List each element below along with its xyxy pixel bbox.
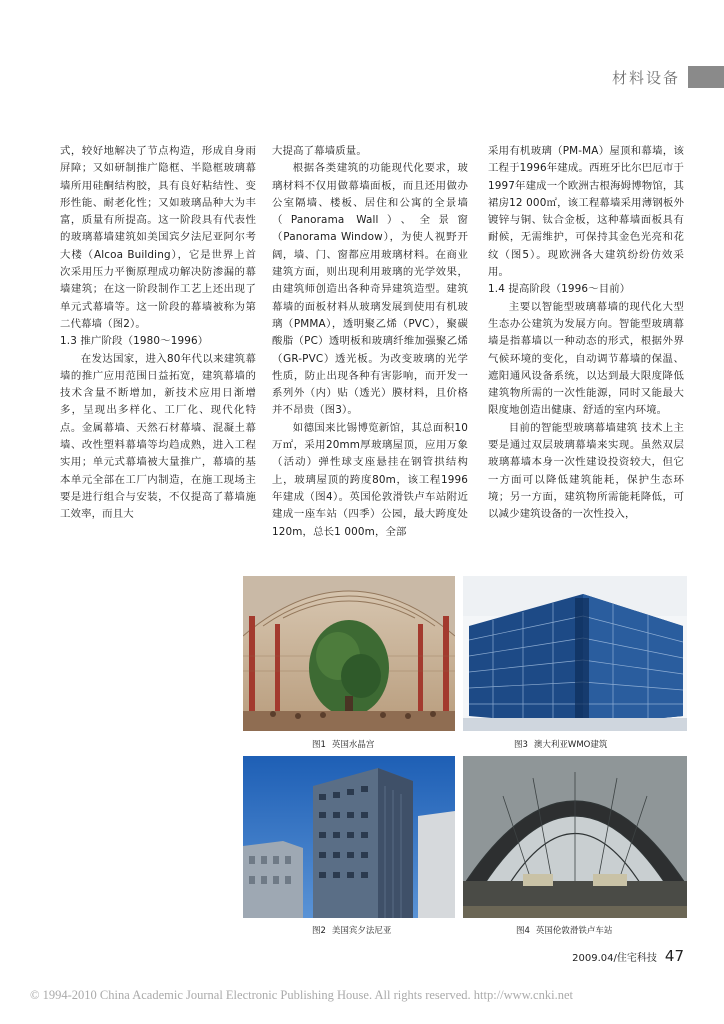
section-heading-1-4: 1.4 提高阶段（1996～目前）: [488, 283, 631, 296]
paragraph: 大提高了幕墙质量。: [272, 145, 367, 157]
figure-1-caption: [312, 738, 374, 750]
section-heading-1-3: 1.3 推广阶段（1980～1996）: [60, 335, 209, 348]
figure-3-wmo-building-image: [463, 576, 687, 731]
figure-4-caption: [516, 924, 612, 936]
figure-title: 澳大利亚WMO建筑: [533, 740, 608, 750]
figure-title: 英国水晶宫: [331, 740, 375, 750]
paragraph: 主要以智能型玻璃幕墙的现代化大型生态办公建筑为发展方向。智能型玻璃幕墙是指幕墙以一种动态的形式，根据外界气候环境的变化，自动调节幕墙的保温、遮阳通风设备系统，以达到最大限度降低建筑物所需的一次性能源，同时又能最大限度地创造出健康、舒适的室内环境。: [488, 300, 684, 417]
paragraph: 如德国来比锡博览新馆，其总面积10万㎡，采用20mm厚玻璃屋顶，应用万象（活动）弹性球支座悬挂在钢管拱结构上，玻璃屋顶的跨度80m，该工程1996年建成（图4）。英国伦敦滑铁卢车站附近建成一座车站（四季）公园，最大跨度处120m，总长1 000m，全部: [272, 421, 468, 538]
text-column-1: [60, 143, 256, 524]
figure-number: 图1: [312, 740, 326, 750]
paragraph: 目前的智能型玻璃幕墙建筑 技术上主要是通过双层玻璃幕墙来实现。虽然双层玻璃幕墙本身一次性建设投资较大，但它一方面可以降低建筑能耗，保护生态环境；另一方面，建筑物所需能耗降低，可以减少建筑设备的一次性投入，: [488, 421, 684, 521]
text-column-2: [272, 143, 468, 541]
page-number: 47: [664, 947, 684, 965]
paragraph: 采用有机玻璃（PM-MA）屋顶和幕墙，该工程于1996年建成。西班牙比尔巴厄市于1997年建成一个欧洲古根海姆博物馆，其裙房12 000㎡，该工程幕墙采用薄钢板外镀锌与铜、钛合金板，这种幕墙面板具有耐候，无需维护，可保持其金色光亮和花纹（图5）。现欧洲各大建筑纷纷仿效采用。: [488, 145, 684, 279]
text-column-3: [488, 143, 684, 524]
paragraph: 式，较好地解决了节点构造，形成自身雨屏障；又如研制推广隐框、半隐框玻璃幕墙所用硅酮结构胶，具有良好粘结性、变形性能、耐老化性；又如玻璃品种大为丰富，质量有所提高。这一阶段具有代表性的玻璃幕墙建筑如美国宾夕法尼亚阿尔考大楼（Alcoa Building），它是世界上首次采用压力平衡原理成功解决防渗漏的幕墙建筑；在这一阶段制作工艺上还出现了单元式幕墙等。这一阶段的幕墙被称为第二代幕墙（图2）。: [60, 145, 256, 330]
figure-4-waterloo-station-image: [463, 756, 687, 918]
paragraph: 在发达国家，进入80年代以来建筑幕墙的推广应用范围日益拓宽，建筑幕墙的技术含量不断增加，新技术应用日渐增多，呈现出多样化、工厂化、现代化特点。金属幕墙、天然石材幕墙、混凝土幕墙、改性塑料幕墙等均趋成熟，进入工程实用；单元式幕墙被大量推广，幕墙的基本单元全部在工厂内制造，在施工现场主要是进行组合与安装，不仅提高了幕墙施工效率，而且大: [60, 352, 256, 521]
section-title: 材料设备: [611, 68, 680, 87]
copyright-notice: © 1994-2010 China Academic Journal Electronic Publishing House. All rights reserved. http://www.cnki.net: [30, 988, 573, 1002]
figure-number: 图2: [312, 926, 326, 936]
paragraph: 根据各类建筑的功能现代化要求，玻璃材料不仅用做幕墙面板，而且还用做办公室隔墙、楼板、居住和公寓的全景墙（Panorama Wall）、全景窗（Panorama Window），为使人视野开阔，墙、门、窗都应用玻璃材料。在商业建筑方面，则出现利用玻璃的光学效果，由建筑师创造出各种奇异建筑造型。建筑幕墙的面板材料从玻璃发展到使用有机玻璃（PMMA），透明聚乙烯（PVC），聚碳酸脂（PC）透明板和玻璃纤维加强聚乙烯（GR-PVC）透光板。为改变玻璃的光学性质，防止出现各种有害影响，而开发一系列外（内）贴（透光）膜材料，且价格并不昂贵（图3）。: [272, 162, 468, 417]
figure-number: 图3: [514, 740, 528, 750]
section-bar: [688, 66, 724, 88]
figure-title: 英国伦敦滑铁卢车站: [535, 926, 613, 936]
figure-title: 美国宾夕法尼亚: [331, 926, 392, 936]
page-footer: [572, 947, 684, 965]
journal-issue: 2009.04/住宅科技: [572, 953, 657, 964]
section-header: [612, 66, 724, 88]
figure-3-caption: [514, 738, 607, 750]
figure-number: 图4: [516, 926, 530, 936]
figure-1-crystal-palace-image: [243, 576, 455, 731]
figure-2-caption: [312, 924, 391, 936]
figure-2-alcoa-building-image: [243, 756, 455, 918]
